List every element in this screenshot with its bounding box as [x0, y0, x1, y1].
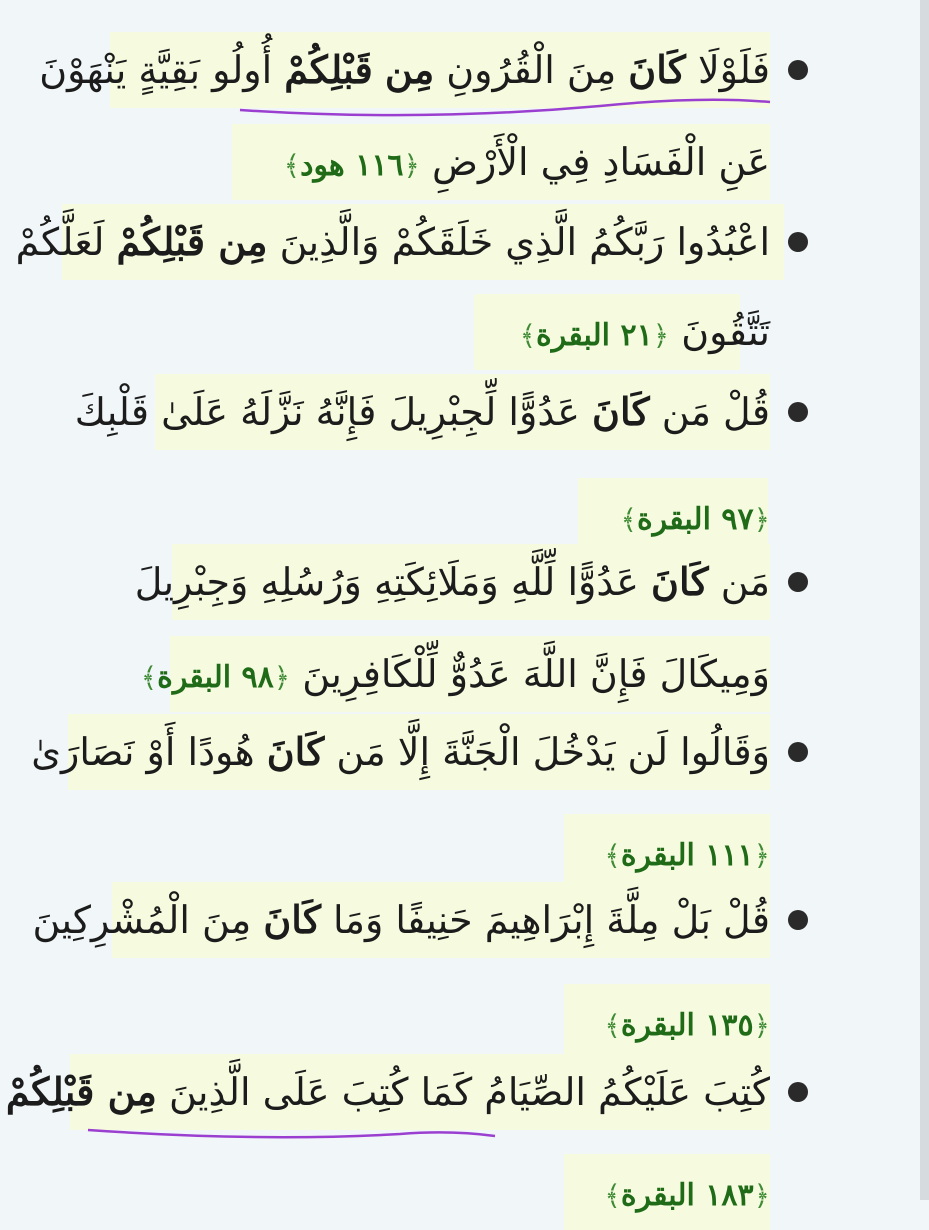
verse-line	[32, 890, 770, 950]
verse-text: عَنِ الْفَسَادِ فِي الْأَرْضِ	[419, 140, 770, 184]
ornament-open-icon: ﴿	[753, 839, 770, 872]
highlighted-word: قَبْلِكُمْ	[284, 47, 373, 92]
ornament-open-icon: ﴿	[273, 661, 291, 694]
highlighted-word: مِن قَبْلِكُمْ	[5, 1069, 157, 1114]
verse-text: مَن	[708, 560, 770, 604]
verse-line	[75, 382, 770, 442]
ornament-close-icon: ﴾	[140, 661, 158, 694]
verse-text: اعْبُدُوا رَبَّكُمُ الَّذِي خَلَقَكُمْ وَالَّذِينَ	[267, 220, 770, 264]
verse-text: فَلَوْلَا	[685, 48, 770, 92]
verse-reference	[604, 1178, 770, 1213]
list-bullet	[788, 742, 808, 762]
highlighted-word: مِن	[384, 47, 435, 92]
ornament-close-icon: ﴾	[604, 1009, 621, 1042]
verse-text: مِنَ الْقُرُونِ	[434, 48, 629, 92]
verse-text	[373, 48, 385, 92]
verse-text: وَمِيكَالَ فَإِنَّ اللَّهَ عَدُوٌّ لِّلْكَافِرِينَ	[290, 652, 770, 696]
ornament-open-icon: ﴿	[753, 1179, 770, 1212]
verse-text: تَتَّقُونَ	[669, 310, 770, 354]
verse-line	[604, 992, 770, 1052]
list-bullet	[788, 572, 808, 592]
reference-text: ١١١ البقرة	[620, 838, 754, 873]
highlighted-word: كَانَ	[628, 47, 686, 92]
highlighted-word: كَانَ	[266, 729, 325, 774]
verse-reference	[520, 318, 669, 353]
verse-text: قُلْ مَن	[649, 390, 770, 434]
ornament-close-icon: ﴾	[519, 319, 537, 352]
ornament-close-icon: ﴾	[620, 503, 637, 536]
verse-text: وَقَالُوا لَن يَدْخُلَ الْجَنَّةَ إِلَّا مَن	[324, 730, 770, 774]
verse-line	[141, 644, 770, 704]
verse-text: لَعَلَّكُمْ	[15, 220, 117, 264]
verse-line	[284, 132, 770, 192]
list-bullet	[788, 232, 808, 252]
verse-text: عَدُوًّا لِّجِبْرِيلَ فَإِنَّهُ نَزَّلَهُ عَلَىٰ قَلْبِكَ	[74, 390, 593, 434]
verse-text: كُتِبَ عَلَيْكُمُ الصِّيَامُ كَمَا كُتِبَ عَلَى الَّذِينَ	[156, 1070, 770, 1114]
reference-text: ٩٧ البقرة	[636, 502, 754, 537]
verse-text: عَدُوًّا لِّلَّهِ وَمَلَائِكَتِهِ وَرُسُلِهِ وَجِبْرِيلَ	[134, 560, 652, 604]
verse-line	[39, 40, 770, 100]
verse-line	[16, 212, 770, 272]
verse-line	[135, 552, 770, 612]
verse-text: قُلْ بَلْ مِلَّةَ إِبْرَاهِيمَ حَنِيفًا وَمَا	[320, 898, 770, 942]
verse-text: مِنَ الْمُشْرِكِينَ	[32, 898, 264, 942]
highlighted-word: كَانَ	[651, 559, 709, 604]
ornament-open-icon: ﴿	[753, 1009, 770, 1042]
page-right-border	[920, 0, 929, 1200]
verse-reference	[604, 1008, 770, 1043]
verse-line	[604, 822, 770, 882]
verse-text: هُودًا أَوْ نَصَارَىٰ	[31, 730, 267, 774]
highlighted-word: مِن قَبْلِكُمْ	[116, 219, 268, 264]
verse-reference	[604, 838, 770, 873]
verse-7-underline	[88, 1130, 495, 1137]
highlighted-word: كَانَ	[263, 897, 321, 942]
verse-line	[6, 1062, 770, 1122]
reference-text: ١١٦ هود	[300, 148, 404, 183]
verse-reference	[141, 660, 290, 695]
verse-line	[604, 1162, 770, 1222]
reference-text: ١٨٣ البقرة	[620, 1178, 754, 1213]
list-bullet	[788, 402, 808, 422]
ornament-open-icon: ﴿	[753, 503, 770, 536]
highlighted-word: كَانَ	[592, 389, 650, 434]
ornament-open-icon: ﴿	[403, 149, 420, 182]
ornament-open-icon: ﴿	[652, 319, 670, 352]
ornament-close-icon: ﴾	[604, 1179, 621, 1212]
reference-text: ٢١ البقرة	[536, 318, 653, 353]
list-bullet	[788, 60, 808, 80]
verse-line	[621, 486, 770, 546]
verse-line	[520, 302, 770, 362]
verse-reference	[284, 148, 420, 183]
ornament-close-icon: ﴾	[604, 839, 621, 872]
list-bullet	[788, 910, 808, 930]
verse-reference	[621, 502, 770, 537]
reference-text: ٩٨ البقرة	[157, 660, 274, 695]
ornament-close-icon: ﴾	[283, 149, 301, 182]
list-bullet	[788, 1082, 808, 1102]
reference-text: ١٣٥ البقرة	[620, 1008, 754, 1043]
verse-text: أُولُو بَقِيَّةٍ يَنْهَوْنَ	[39, 48, 285, 92]
verse-line	[31, 722, 770, 782]
